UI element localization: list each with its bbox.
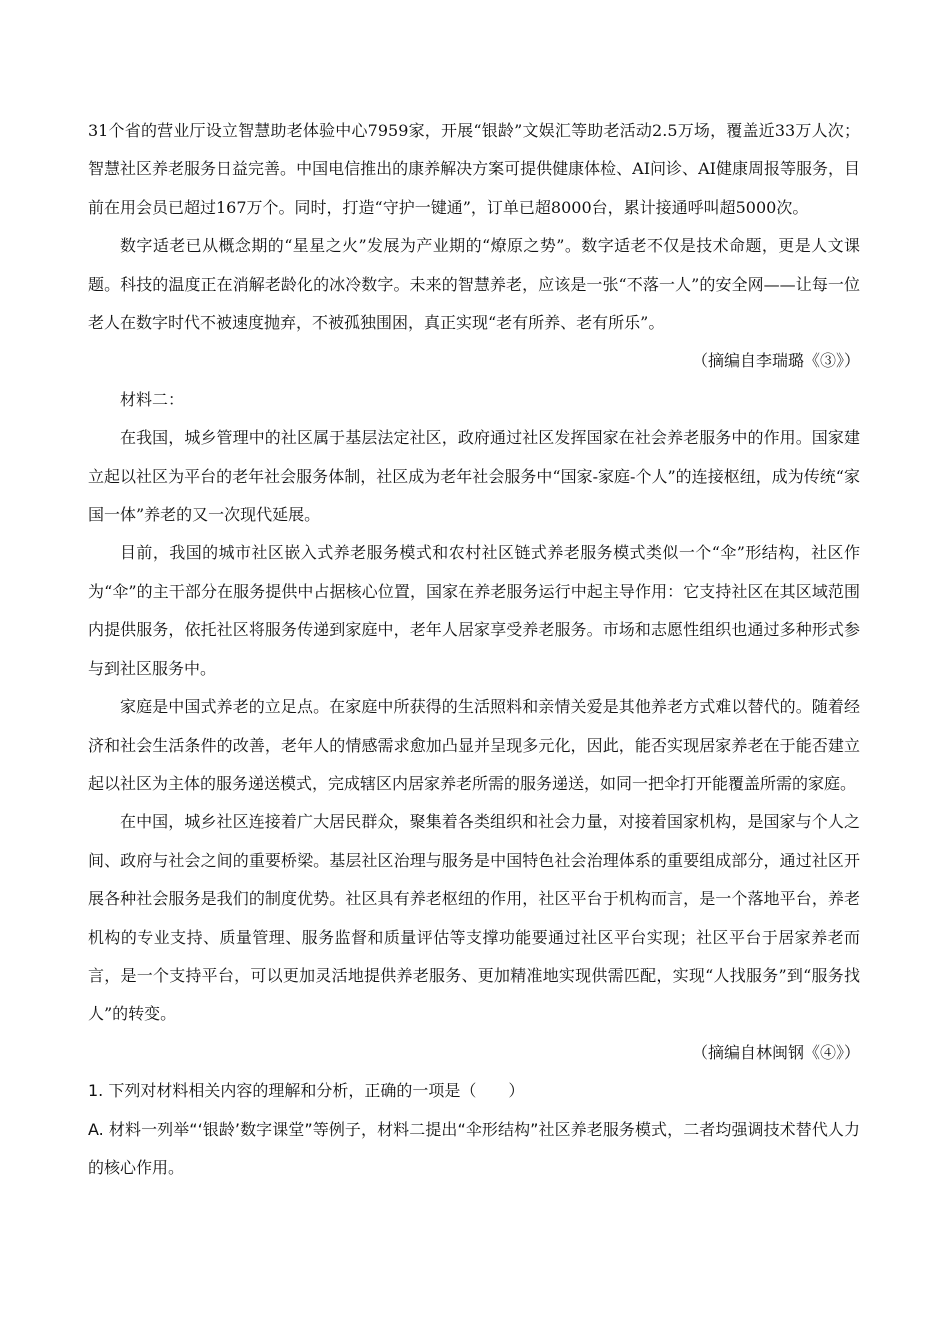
material2-paragraph-2: 目前，我国的城市社区嵌入式养老服务模式和农村社区链式养老服务模式类似一个“伞”形结构，社区作为“伞”的主干部分在服务提供中占据核心位置，国家在养老服务运行中起主导作用：它支持社区在其区域范围内提供服务，依托社区将服务传递到家庭中，老年人居家享受养老服务。市场和志愿性组织也通过多种形式参与到社区服务中。 [88,543,860,678]
document-body [88,112,860,1187]
material2-source: （摘编自林闽钢《④》） [691,1042,860,1062]
material1-paragraph-2: 数字适老已从概念期的“星星之火”发展为产业期的“燎原之势”。数字适老不仅是技术命题，更是人文课题。科技的温度正在消解老龄化的冰冷数字。未来的智慧养老，应该是一张“不落一人”的安全网——让每一位老人在数字时代不被速度抛弃，不被孤独围困，真正实现“老有所养、老有所乐”。 [88,236,860,333]
material2-paragraph-3: 家庭是中国式养老的立足点。在家庭中所获得的生活照料和亲情关爱是其他养老方式难以替代的。随着经济和社会生活条件的改善，老年人的情感需求愈加凸显并呈现多元化，因此，能否实现居家养老在于能否建立起以社区为主体的服务递送模式，完成辖区内居家养老所需的服务递送，如同一把伞打开能覆盖所需的家庭。 [88,697,860,793]
material1-paragraph-1: 31个省的营业厅设立智慧助老体验中心7959家，开展“银龄”文娱汇等助老活动2.5万场，覆盖近33万人次；智慧社区养老服务日益完善。中国电信推出的康养解决方案可提供健康体检、AI问诊、AI健康周报等服务，目前在用会员已超过167万个。同时，打造“守护一键通”，订单已超8000台，累计接通呼叫超5000次。 [88,121,860,217]
question-1-stem: 1. 下列对材料相关内容的理解和分析，正确的一项是（ ） [88,1081,525,1101]
material1-source: （摘编自李瑞璐《③》） [691,351,860,371]
material2-paragraph-1: 在我国，城乡管理中的社区属于基层法定社区，政府通过社区发挥国家在社会养老服务中的作用。国家建立起以社区为平台的老年社会服务体制，社区成为老年社会服务中“国家-家庭-个人”的连接枢纽，成为传统“家国一体”养老的又一次现代延展。 [88,428,860,525]
material2-heading: 材料二： [120,389,185,409]
material2-paragraph-4: 在中国，城乡社区连接着广大居民群众，聚集着各类组织和社会力量，对接着国家机构，是国家与个人之间、政府与社会之间的重要桥梁。基层社区治理与服务是中国特色社会治理体系的重要组成部分，通过社区开展各种社会服务是我们的制度优势。社区具有养老枢纽的作用，社区平台于机构而言，是一个落地平台，养老机构的专业支持、质量管理、服务监督和质量评估等支撑功能要通过社区平台实现；社区平台于居家养老而言，是一个支持平台，可以更加灵活地提供养老服务、更加精准地实现供需匹配，实现“人找服务”到“服务找人”的转变。 [88,812,860,1024]
question-1-option-a: A. 材料一列举“‘银龄’数字课堂”等例子，材料二提出“伞形结构”社区养老服务模式，二者均强调技术替代人力的核心作用。 [88,1119,860,1177]
